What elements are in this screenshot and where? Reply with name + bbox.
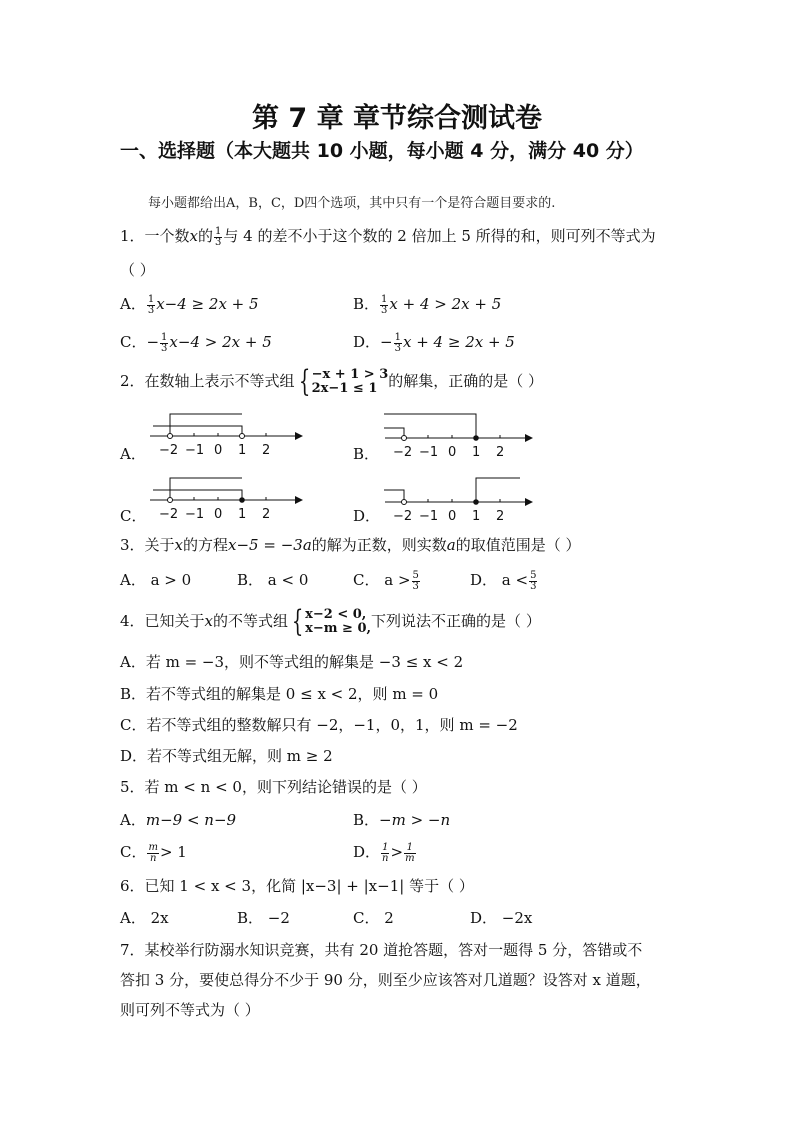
q1-answer-paren: （ ） (120, 261, 155, 279)
tick-label: −2 (393, 445, 413, 460)
q2-option-a-numberline[interactable] (145, 408, 305, 460)
q6-option-a[interactable]: A． 2x (120, 909, 169, 927)
q7-line-2: 答扣 3 分，要使总得分不少于 90 分，则至少应该答对几道题？设答对 x 道题， (120, 971, 651, 989)
tick-label: −1 (419, 445, 439, 460)
section-heading: 一、选择题（本大题共 10 小题，每小题 4 分，满分 40 分） (120, 140, 644, 162)
q6-option-c[interactable]: C． 2 (353, 909, 394, 927)
q2-option-d-numberline[interactable] (380, 472, 540, 524)
tick-label: 0 (214, 507, 223, 522)
q4-option-c[interactable]: C．若不等式组的整数解只有 −2，−1，0，1，则 m = −2 (120, 716, 518, 734)
tick-label: 2 (496, 445, 505, 460)
q6-stem: 6．已知 1 < x < 3，化简 |x−3| + |x−1| 等于（ ） (120, 877, 474, 895)
tick-label: 0 (214, 443, 223, 458)
q2-option-b-label[interactable]: B． (353, 445, 380, 463)
tick-label: 0 (448, 445, 457, 460)
q4-stem: 4．已知关于x的不等式组 { x−2 < 0, x−m ≥ 0, 下列说法不正确的是（ ） (120, 604, 541, 639)
q5-option-a[interactable]: A．m−9 < n−9 (120, 811, 237, 829)
page-title: 第 7 章 章节综合测试卷 (252, 103, 542, 134)
q1-option-a[interactable]: A． $\frac{1}{3}$ x−4 ≥ 2x + 5 (120, 293, 259, 316)
q2-stem: 2．在数轴上表示不等式组 { −x + 1 > 3 2x−1 ≤ 1 的解集，正确的是（ ） (120, 364, 544, 399)
q7-line-1: 7．某校举行防溺水知识竞赛，共有 20 道抢答题，答对一题得 5 分，答错或不 (120, 941, 643, 959)
tick-label: −1 (185, 443, 205, 458)
tick-label: −2 (393, 509, 413, 524)
q5-option-d[interactable]: D． $\frac{1}{n}$ > $\frac{1}{m}$ (353, 841, 415, 864)
tick-label: −1 (419, 509, 439, 524)
q5-stem: 5．若 m < n < 0，则下列结论错误的是（ ） (120, 778, 427, 796)
tick-label: −2 (159, 507, 179, 522)
q4-option-a[interactable]: A．若 m = −3，则不等式组的解集是 −3 ≤ x < 2 (120, 653, 464, 671)
q1-option-d[interactable]: D．− $\frac{1}{3}$ x + 4 ≥ 2x + 5 (353, 331, 515, 354)
q2-option-c-numberline[interactable] (145, 472, 305, 524)
tick-label: 2 (262, 443, 271, 458)
q6-option-b[interactable]: B． −2 (237, 909, 290, 927)
q3-option-d[interactable]: D． a < $\frac{5}{3}$ (470, 569, 537, 592)
q2-option-b-numberline[interactable] (380, 408, 540, 460)
q5-option-c[interactable]: C． $\frac{m}{n}$ > 1 (120, 841, 187, 864)
tick-label: 2 (496, 509, 505, 524)
tick-label: 1 (238, 443, 247, 458)
q4-option-d[interactable]: D．若不等式组无解，则 m ≥ 2 (120, 747, 333, 765)
q2-option-c-label[interactable]: C． (120, 507, 147, 525)
q3-option-b[interactable]: B． a < 0 (237, 571, 309, 589)
q2-option-a-label[interactable]: A． (120, 445, 146, 463)
q4-option-b[interactable]: B．若不等式组的解集是 0 ≤ x < 2，则 m = 0 (120, 685, 439, 703)
q3-stem: 3．关于x的方程x−5 = −3a的解为正数，则实数a的取值范围是（ ） (120, 536, 581, 554)
tick-label: 1 (472, 445, 481, 460)
tick-label: −1 (185, 507, 205, 522)
q1-stem: 1．一个数x的 $\frac{1}{3}$ 与 4 的差不小于这个数的 2 倍加上 5 所得的和，则可列不等式为 (120, 225, 656, 248)
section-note: 每小题都给出A，B，C，D四个选项，其中只有一个是符合题目要求的. (148, 196, 556, 211)
q6-option-d[interactable]: D． −2x (470, 909, 533, 927)
q7-line-3: 则可列不等式为（ ） (120, 1001, 260, 1019)
tick-label: 0 (448, 509, 457, 524)
q3-option-a[interactable]: A． a > 0 (120, 571, 192, 589)
q3-option-c[interactable]: C． a > $\frac{5}{3}$ (353, 569, 419, 592)
q1-option-c[interactable]: C．− $\frac{1}{3}$ x−4 > 2x + 5 (120, 331, 272, 354)
tick-label: 1 (472, 509, 481, 524)
q5-option-b[interactable]: B．−m > −n (353, 811, 451, 829)
q1-option-b[interactable]: B． $\frac{1}{3}$ x + 4 > 2x + 5 (353, 293, 502, 316)
tick-label: 2 (262, 507, 271, 522)
q2-option-d-label[interactable]: D． (353, 507, 381, 525)
tick-label: 1 (238, 507, 247, 522)
tick-label: −2 (159, 443, 179, 458)
